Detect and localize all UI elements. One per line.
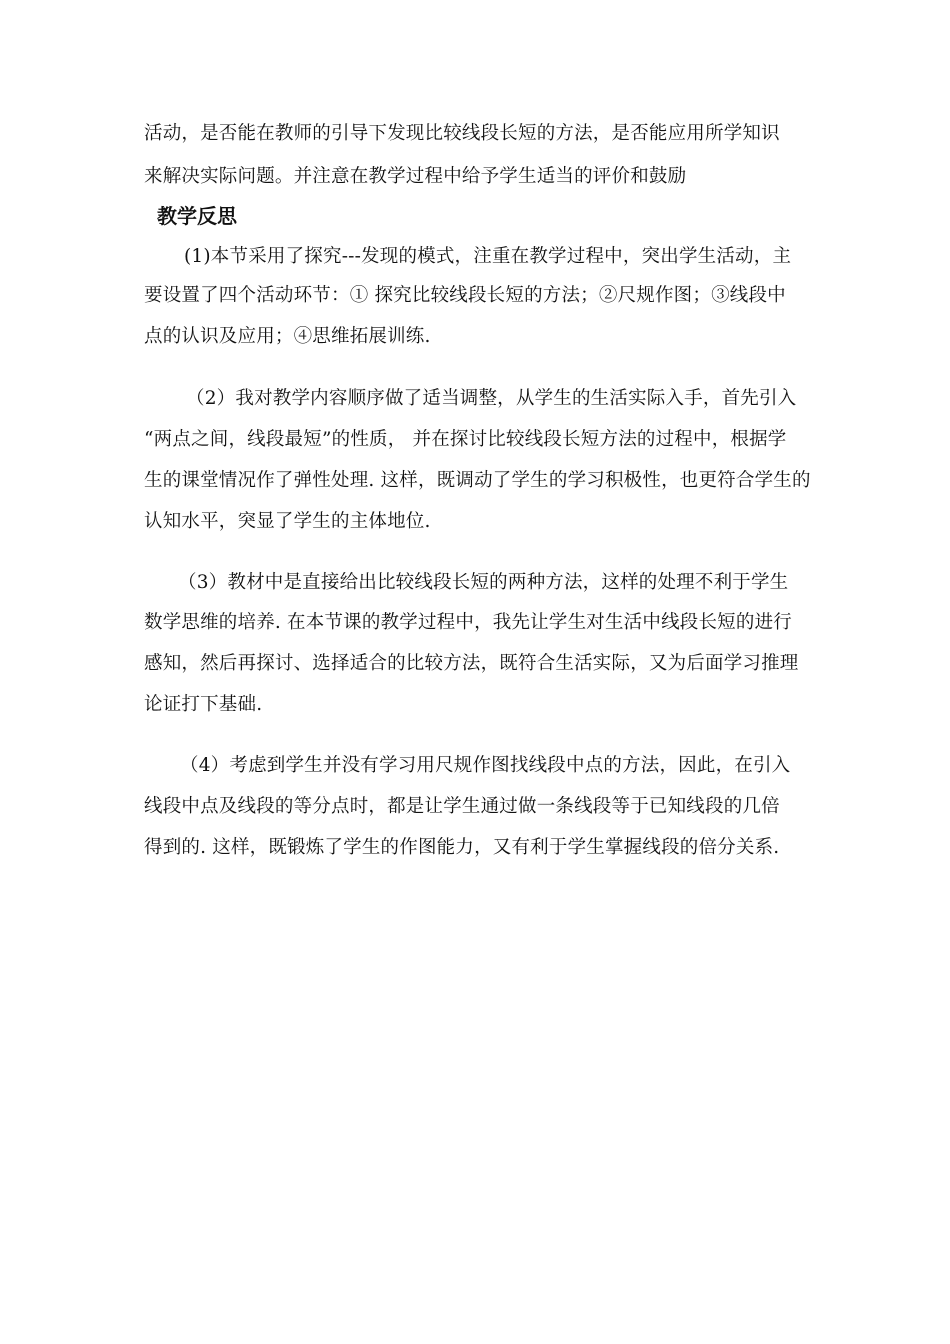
section-heading: 教学反思 <box>157 204 237 228</box>
para3-line-4: 论证打下基础. <box>144 694 263 715</box>
para1-line-3: 点的认识及应用；④思维拓展训练. <box>144 326 431 347</box>
intro-line-2: 来解决实际问题。并注意在教学过程中给予学生适当的评价和鼓励 <box>144 166 687 187</box>
para4-line-2: 线段中点及线段的等分点时，都是让学生通过做一条线段等于已知线段的几倍 <box>144 796 780 817</box>
para1-line-2: 要设置了四个活动环节：① 探究比较线段长短的方法；②尺规作图；③线段中 <box>144 285 786 306</box>
intro-line-1: 活动，是否能在教师的引导下发现比较线段长短的方法，是否能应用所学知识 <box>144 123 780 144</box>
para4-line-1: （4）考虑到学生并没有学习用尺规作图找线段中点的方法，因此，在引入 <box>180 755 791 776</box>
para1-line-1: (1)本节采用了探究---发现的模式，注重在教学过程中，突出学生活动，主 <box>184 246 792 267</box>
para2-line-4: 认知水平，突显了学生的主体地位. <box>144 511 431 532</box>
para3-line-1: （3）教材中是直接给出比较线段长短的两种方法，这样的处理不利于学生 <box>178 572 789 593</box>
para2-line-1: （2）我对教学内容顺序做了适当调整，从学生的生活实际入手，首先引入 <box>186 388 797 409</box>
para3-line-2: 数学思维的培养. 在本节课的教学过程中，我先让学生对生活中线段长短的进行 <box>144 612 792 633</box>
para2-line-2: “两点之间，线段最短”的性质， 并在探讨比较线段长短方法的过程中，根据学 <box>144 429 787 450</box>
para4-line-3: 得到的. 这样，既锻炼了学生的作图能力，又有利于学生掌握线段的倍分关系. <box>144 837 780 858</box>
para3-line-3: 感知，然后再探讨、选择适合的比较方法，既符合生活实际，又为后面学习推理 <box>144 653 799 674</box>
para2-line-3: 生的课堂情况作了弹性处理. 这样，既调动了学生的学习积极性，也更符合学生的 <box>144 470 811 491</box>
